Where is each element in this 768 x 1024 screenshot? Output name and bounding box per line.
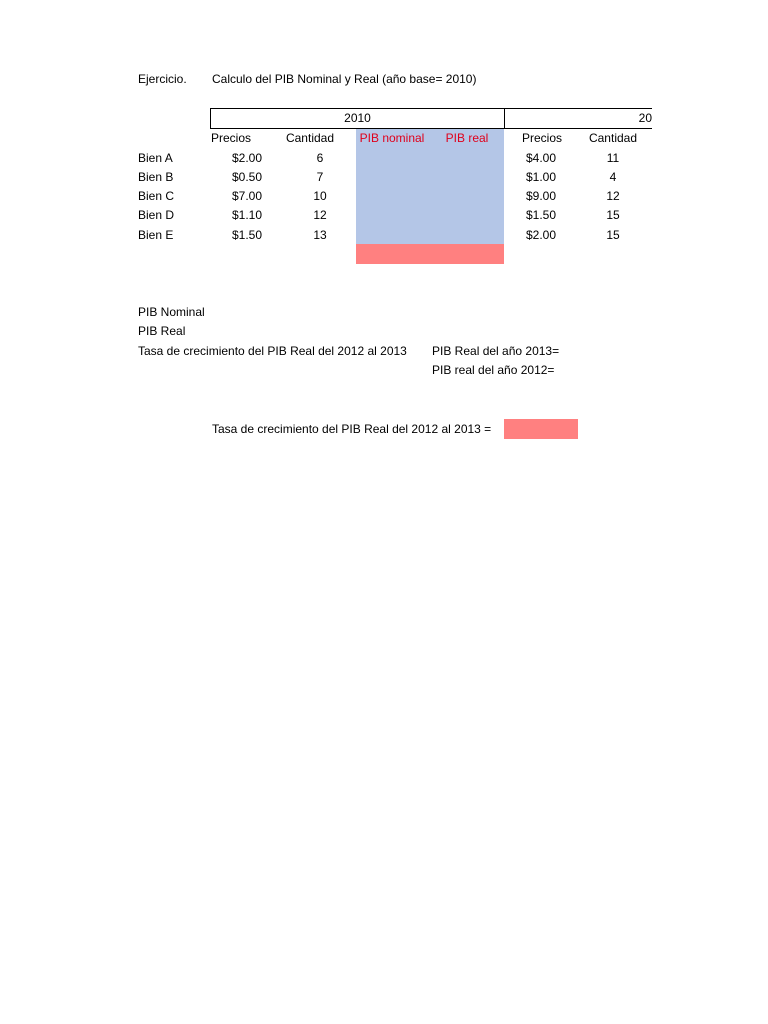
col-precios-2010: Precios: [210, 131, 251, 145]
pib-total-cell[interactable]: [356, 244, 504, 264]
tasa-formula-label: Tasa de crecimiento del PIB Real del 2012 al 2013 =: [212, 422, 492, 436]
row-bien-d-cantidad-2010: 12: [313, 208, 327, 222]
row-bien-b-label: Bien B: [138, 170, 174, 184]
row-bien-e-precio-next: $2.00: [525, 228, 556, 242]
row-bien-e-precio-2010: $1.50: [231, 228, 262, 242]
summary-pib-real: PIB Real: [138, 324, 186, 338]
summary-pib-real-2012: PIB real del año 2012=: [432, 363, 555, 377]
summary-pib-real-2013: PIB Real del año 2013=: [432, 344, 560, 358]
row-bien-d-precio-next: $1.50: [525, 208, 556, 222]
row-bien-e-cantidad-next: 15: [606, 228, 620, 242]
row-bien-a-label: Bien A: [138, 151, 173, 165]
col-cantidad-2010: Cantidad: [285, 131, 335, 145]
row-bien-c-precio-2010: $7.00: [231, 189, 262, 203]
tasa-result-cell[interactable]: [504, 419, 578, 439]
row-bien-c-cantidad-2010: 10: [313, 189, 327, 203]
year-2010-label: 2010: [344, 111, 371, 125]
row-bien-d-cantidad-next: 15: [606, 208, 620, 222]
exercise-label: Ejercicio.: [138, 72, 187, 86]
row-bien-b-cantidad-2010: 7: [316, 170, 324, 184]
row-bien-a-cantidad-next: 11: [606, 151, 620, 165]
row-bien-d-precio-2010: $1.10: [231, 208, 262, 222]
row-bien-e-label: Bien E: [138, 228, 174, 242]
row-bien-c-cantidad-next: 12: [606, 189, 620, 203]
row-bien-a-precio-2010: $2.00: [231, 151, 262, 165]
row-bien-b-cantidad-next: 4: [609, 170, 617, 184]
summary-pib-nominal: PIB Nominal: [138, 305, 205, 319]
row-bien-c-label: Bien C: [138, 189, 175, 203]
year-next-header: [504, 108, 652, 129]
row-bien-b-precio-next: $1.00: [525, 170, 556, 184]
col-pib-nominal: PIB nominal: [359, 131, 425, 145]
row-bien-c-precio-next: $9.00: [525, 189, 556, 203]
row-bien-a-cantidad-2010: 6: [316, 151, 324, 165]
row-bien-e-cantidad-2010: 13: [313, 228, 327, 242]
row-bien-b-precio-2010: $0.50: [231, 170, 262, 184]
row-bien-a-precio-next: $4.00: [525, 151, 556, 165]
exercise-title: Calculo del PIB Nominal y Real (año base= 2010): [212, 72, 477, 86]
col-pib-real: PIB real: [445, 131, 489, 145]
year-next-label: 20: [638, 111, 652, 125]
summary-tasa-label: Tasa de crecimiento del PIB Real del 2012 al 2013: [138, 344, 407, 358]
pib-input-area[interactable]: [356, 129, 504, 244]
col-precios-next: Precios: [521, 131, 562, 145]
row-bien-d-label: Bien D: [138, 208, 175, 222]
col-cantidad-next: Cantidad: [588, 131, 638, 145]
